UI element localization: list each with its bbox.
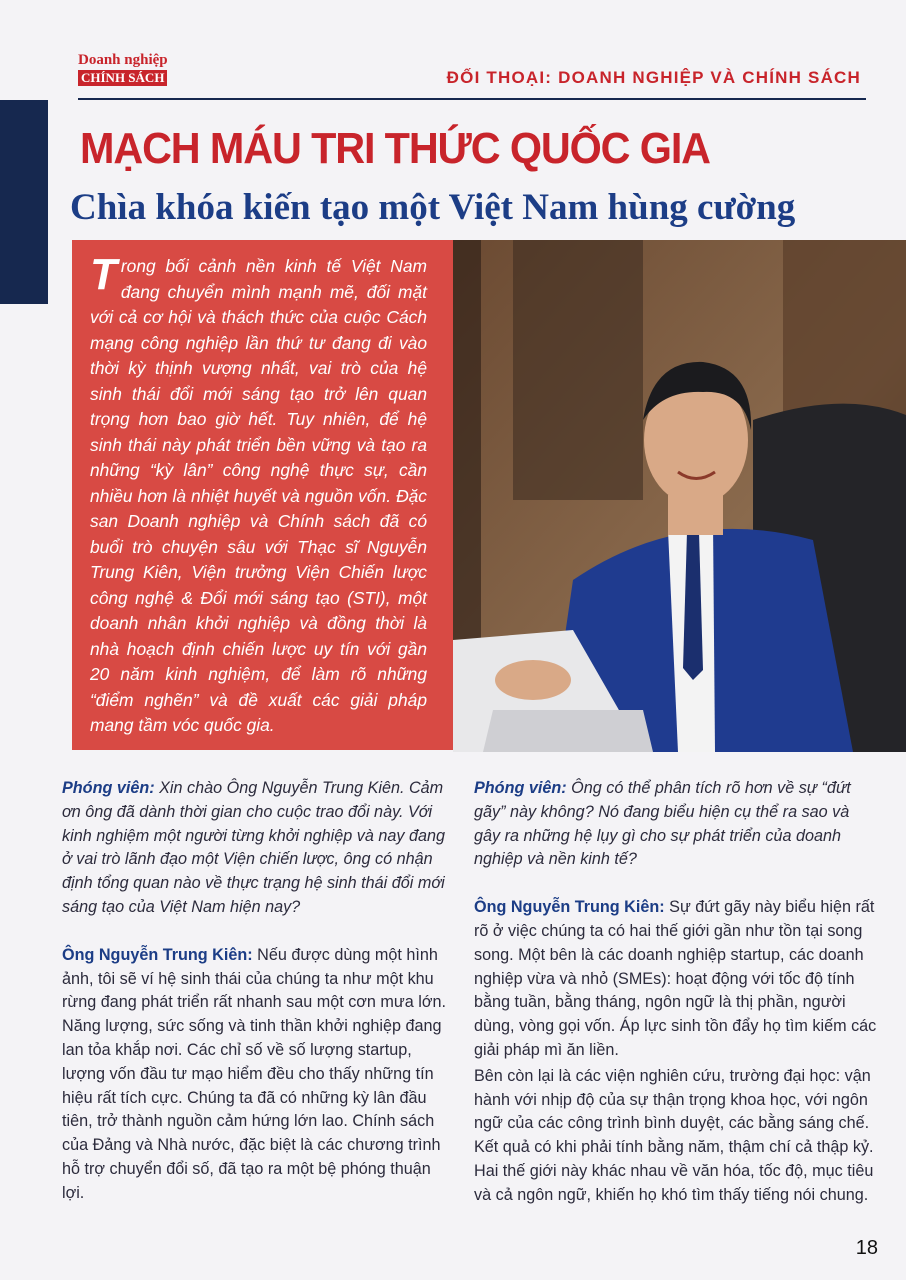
question-text: Ông có thể phân tích rõ hơn về sự “đứt gãy” này không? Nó đang biểu hiện cụ thể ra sao và gây ra những hệ lụy gì cho sự phát triển của doanh nghiệp và nền kinh tế? (474, 779, 851, 869)
answer-2-continued: Bên còn lại là các viện nghiên cứu, trường đại học: vận hành với nhịp độ của sự thận trọng khoa học, với ngôn ngữ của các công trình bình duyệt, các bằng sáng chế. Kết quả có khi phải tính bằng năm, thậm chí cả thập kỷ. Hai thế giới này khác nhau về văn hóa, tốc độ, mục tiêu và cả ngôn ngữ, khiến họ khó tìm thấy tiếng nói chung. (474, 1066, 874, 1204)
speaker-label: Ông Nguyễn Trung Kiên: (474, 898, 665, 917)
answer-text: Nếu được dùng một hình ảnh, tôi sẽ ví hệ sinh thái của chúng ta như một khu rừng đang phát triển rất nhanh sau một cơn mưa lớn. Năng lượng, sức sống và tinh thần khởi nghiệp đang lan tỏa khắp nơi. Các chỉ số về số lượng startup, lượng vốn đầu tư mạo hiểm đều cho thấy những tín hiệu rất tích cực. Chúng ta đã có những kỳ lân đầu tiên, trở thành nguồn cảm hứng lớn lao. Chính sách của Đảng và Nhà nước, đặc biệt là các chương trình hỗ trợ chuyển đổi số, đã tạo ra một bệ phóng thuận lợi. (62, 945, 446, 1202)
header-rule (78, 98, 866, 100)
page-number: 18 (855, 1237, 878, 1259)
article-subtitle: Chìa khóa kiến tạo một Việt Nam hùng cường (70, 187, 796, 228)
portrait-illustration (453, 240, 906, 752)
side-accent-bar (0, 100, 48, 304)
left-column (62, 777, 457, 1206)
answer-text: Sự đứt gãy này biểu hiện rất rõ ở việc chúng ta có hai thế giới gần như tồn tại song song. Một bên là các doanh nghiệp startup, các doanh nghiệp vừa và nhỏ (SMEs): hoạt động với tốc độ tính bằng tuần, bằng tháng, ngôn ngữ là thị phần, người dùng, vòng gọi vốn. Áp lực sinh tồn đẩy họ tìm kiếm các giải pháp mì ăn liền. (474, 898, 877, 1059)
question-2 (474, 777, 878, 872)
section-title: ĐỐI THOẠI: DOANH NGHIỆP VÀ CHÍNH SÁCH (446, 68, 861, 87)
brand-logo (78, 52, 168, 87)
lead-paragraph-box (72, 240, 453, 750)
answer-2 (474, 896, 878, 1063)
question-text: Xin chào Ông Nguyễn Trung Kiên. Cảm ơn ông đã dành thời gian cho cuộc trao đổi này. Với kinh nghiệm một người từng khởi nghiệp và nay đang ở vai trò lãnh đạo một Viện chiến lược, ông có nhận định tổng quan nào về thực trạng hệ sinh thái đổi mới sáng tạo của Việt Nam hiện nay? (62, 779, 445, 916)
right-column (474, 777, 878, 1208)
lead-paragraph-text: rong bối cảnh nền kinh tế Việt Nam đang chuyển mình mạnh mẽ, đối mặt với cả cơ hội và thách thức của cuộc Cách mạng công nghiệp lần thứ tư đang đi vào thời kỳ thịnh vượng nhất, vai trò của hệ sinh thái đổi mới sáng tạo trở lên quan trọng hơn bao giờ hết. Tuy nhiên, để hệ sinh thái này phát triển bền vững và tạo ra những “kỳ lân” công nghệ thực sự, cần nhiều hơn là nhiệt huyết và nguồn vốn. Đặc san Doanh nghiệp và Chính sách đã có buổi trò chuyện sâu với Thạc sĩ Nguyễn Trung Kiên, Viện trưởng Viện Chiến lược công nghệ & Đổi mới sáng tạo (STI), một doanh nhân khởi nghiệp và đồng thời là nhà hoạch định chiến lược uy tín với gần 20 năm kinh nghiệm, để làm rõ những “điểm nghẽn” và đề xuất các giải pháp mang tầm vóc quốc gia. (90, 256, 427, 735)
answer-1 (62, 944, 457, 1206)
brand-line-2: CHÍNH SÁCH (78, 70, 167, 86)
question-1 (62, 777, 457, 920)
brand-line-1: Doanh nghiệp (78, 52, 168, 68)
speaker-label: Phóng viên: (474, 779, 567, 797)
drop-cap: T (90, 250, 117, 299)
interviewee-photo (453, 240, 906, 752)
speaker-label: Phóng viên: (62, 779, 155, 797)
article-headline: MẠCH MÁU TRI THỨC QUỐC GIA (80, 124, 710, 173)
speaker-label: Ông Nguyễn Trung Kiên: (62, 945, 253, 964)
